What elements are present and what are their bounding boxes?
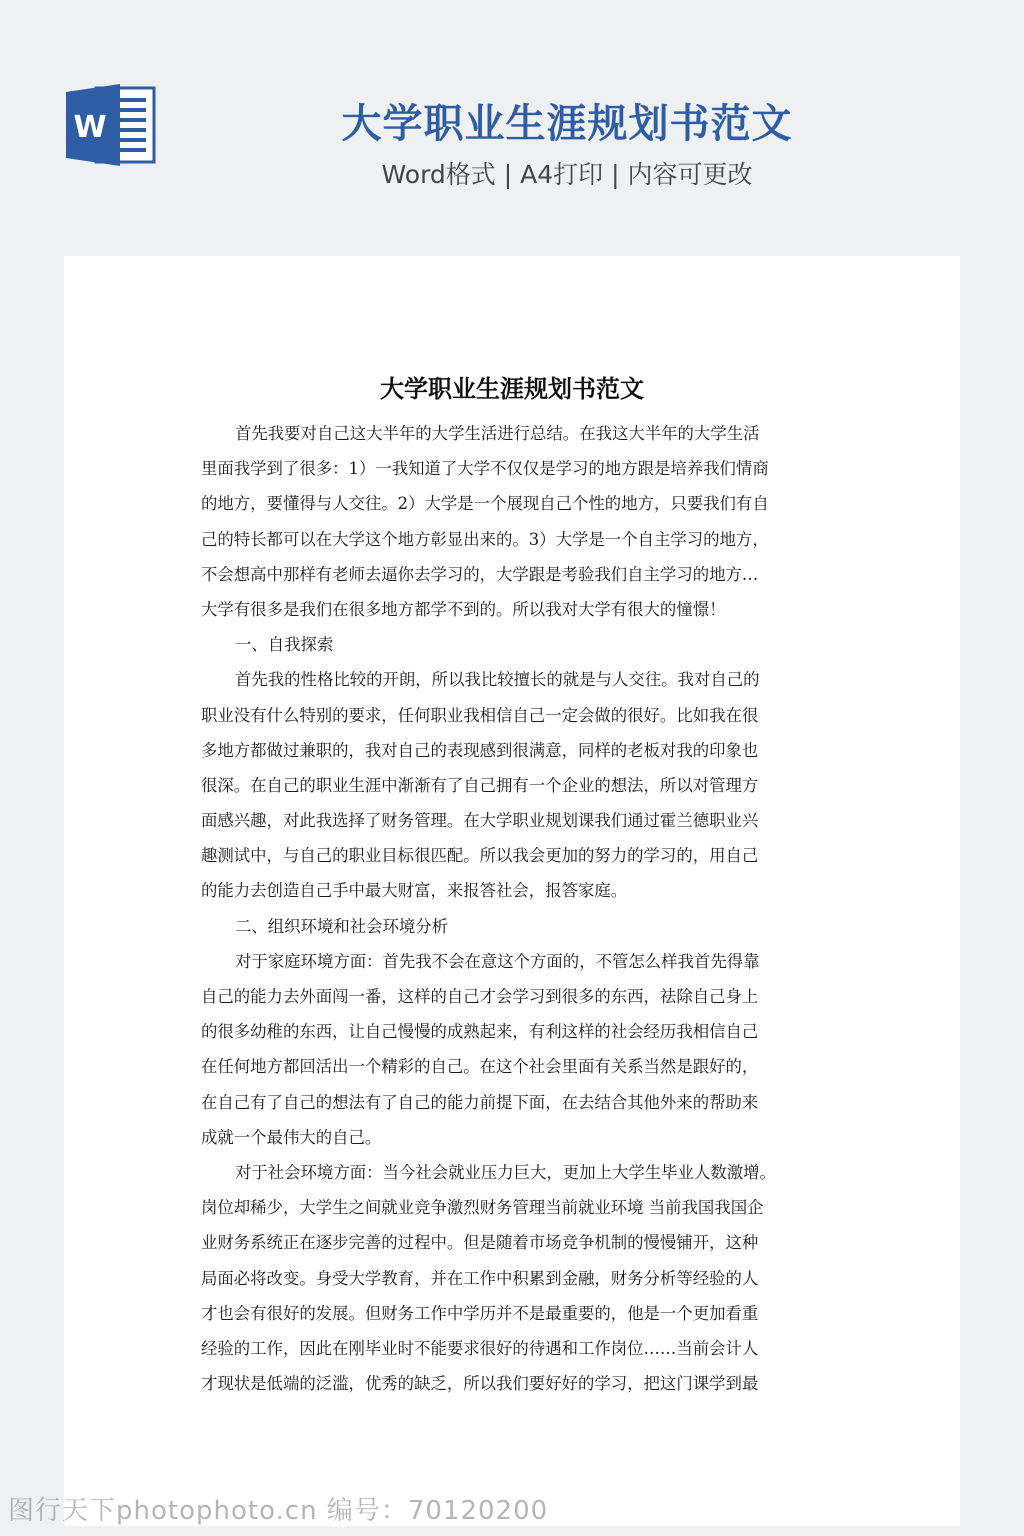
- paragraph-line: 己的特长都可以在大学这个地方彰显出来的。3）大学是一个自主学习的地方，: [201, 529, 769, 549]
- paragraph-line: 成就一个最伟大的自己。: [201, 1127, 382, 1147]
- paragraph-line: 很深。在自己的职业生涯中渐渐有了自己拥有一个企业的想法，所以对管理方: [201, 775, 759, 795]
- document-body: [201, 416, 825, 1401]
- paragraph-line: 业财务系统正在逐步完善的过程中。但是随着市场竞争机制的慢慢铺开，这种: [201, 1233, 759, 1253]
- paragraph-line: 经验的工作，因此在刚毕业时不能要求很好的待遇和工作岗位……当前会计人: [201, 1338, 759, 1358]
- paragraph-line: 首先我的性格比较的开朗，所以我比较擅长的就是与人交往。我对自己的: [235, 670, 760, 690]
- paragraph-line: 局面必将改变。身受大学教育，并在工作中积累到金融，财务分析等经验的人: [201, 1268, 759, 1288]
- document-title: 大学职业生涯规划书范文: [380, 374, 644, 403]
- paragraph-line: 首先我要对自己这大半年的大学生活进行总结。在我这大半年的大学生活: [235, 424, 760, 443]
- paragraph-line: 的地方，要懂得与人交往。2）大学是一个展现自己个性的地方，只要我们有自: [201, 494, 769, 514]
- paragraph-line: 的能力去创造自己手中最大财富，来报答社会，报答家庭。: [201, 881, 628, 901]
- paragraph-line: 面感兴趣，对此我选择了财务管理。在大学职业规划课我们通过霍兰德职业兴: [201, 811, 759, 831]
- header-subtitle: Word格式 | A4打印 | 内容可更改: [381, 160, 753, 189]
- document-page: [64, 256, 960, 1526]
- svg-text:W: W: [73, 110, 107, 145]
- paragraph-line: 里面我学到了很多：1）一我知道了大学不仅仅是学习的地方跟是培养我们情商: [201, 459, 769, 479]
- header-title: 大学职业生涯规划书范文: [341, 101, 793, 147]
- header: [0, 0, 1024, 256]
- paragraph-line: 对于社会环境方面：当今社会就业压力巨大，更加上大学生毕业人数激增。: [235, 1162, 776, 1182]
- paragraph-line: 大学有很多是我们在很多地方都学不到的。所以我对大学有很大的憧憬！: [201, 599, 726, 619]
- paragraph-line: 职业没有什么特别的要求，任何职业我相信自己一定会做的很好。比如我在很: [201, 705, 759, 725]
- paragraph-line: 自己的能力去外面闯一番，这样的自己才会学习到很多的东西，祛除自己身上: [201, 987, 759, 1006]
- paragraph-line: 岗位却稀少，大学生之间就业竞争激烈财务管理当前就业环境 当前我国我国企: [201, 1198, 764, 1218]
- paragraph-line: 一、自我探索: [235, 635, 334, 655]
- paragraph-line: 多地方都做过兼职的，我对自己的表现感到很满意，同样的老板对我的印象也: [201, 740, 759, 760]
- paragraph-line: 不会想高中那样有老师去逼你去学习的，大学跟是考验我们自主学习的地方…: [201, 564, 759, 584]
- paragraph-line: 在自己有了自己的想法有了自己的能力前提下面，在去结合其他外来的帮助来: [201, 1092, 759, 1112]
- watermark: 图行天下photophoto.cn 编号：70120200: [8, 1496, 549, 1526]
- paragraph-line: 对于家庭环境方面：首先我不会在意这个方面的，不管怎么样我首先得靠: [235, 951, 760, 971]
- paragraph-line: 在任何地方都回活出一个精彩的自己。在这个社会里面有关系当然是跟好的，: [201, 1057, 759, 1077]
- paragraph-line: 才也会有很好的发展。但财务工作中学历并不是最重要的，他是一个更加看重: [201, 1303, 759, 1323]
- paragraph-line: 才现状是低端的泛滥，优秀的缺乏，所以我们要好好的学习，把这门课学到最: [201, 1374, 759, 1394]
- paragraph-line: 趣测试中，与自己的职业目标很匹配。所以我会更加的努力的学习的，用自己: [201, 846, 759, 866]
- paragraph-line: 二、组织环境和社会环境分析: [235, 916, 449, 936]
- paragraph-line: 的很多幼稚的东西，让自己慢慢的成熟起来，有利这样的社会经历我相信自己: [201, 1022, 759, 1042]
